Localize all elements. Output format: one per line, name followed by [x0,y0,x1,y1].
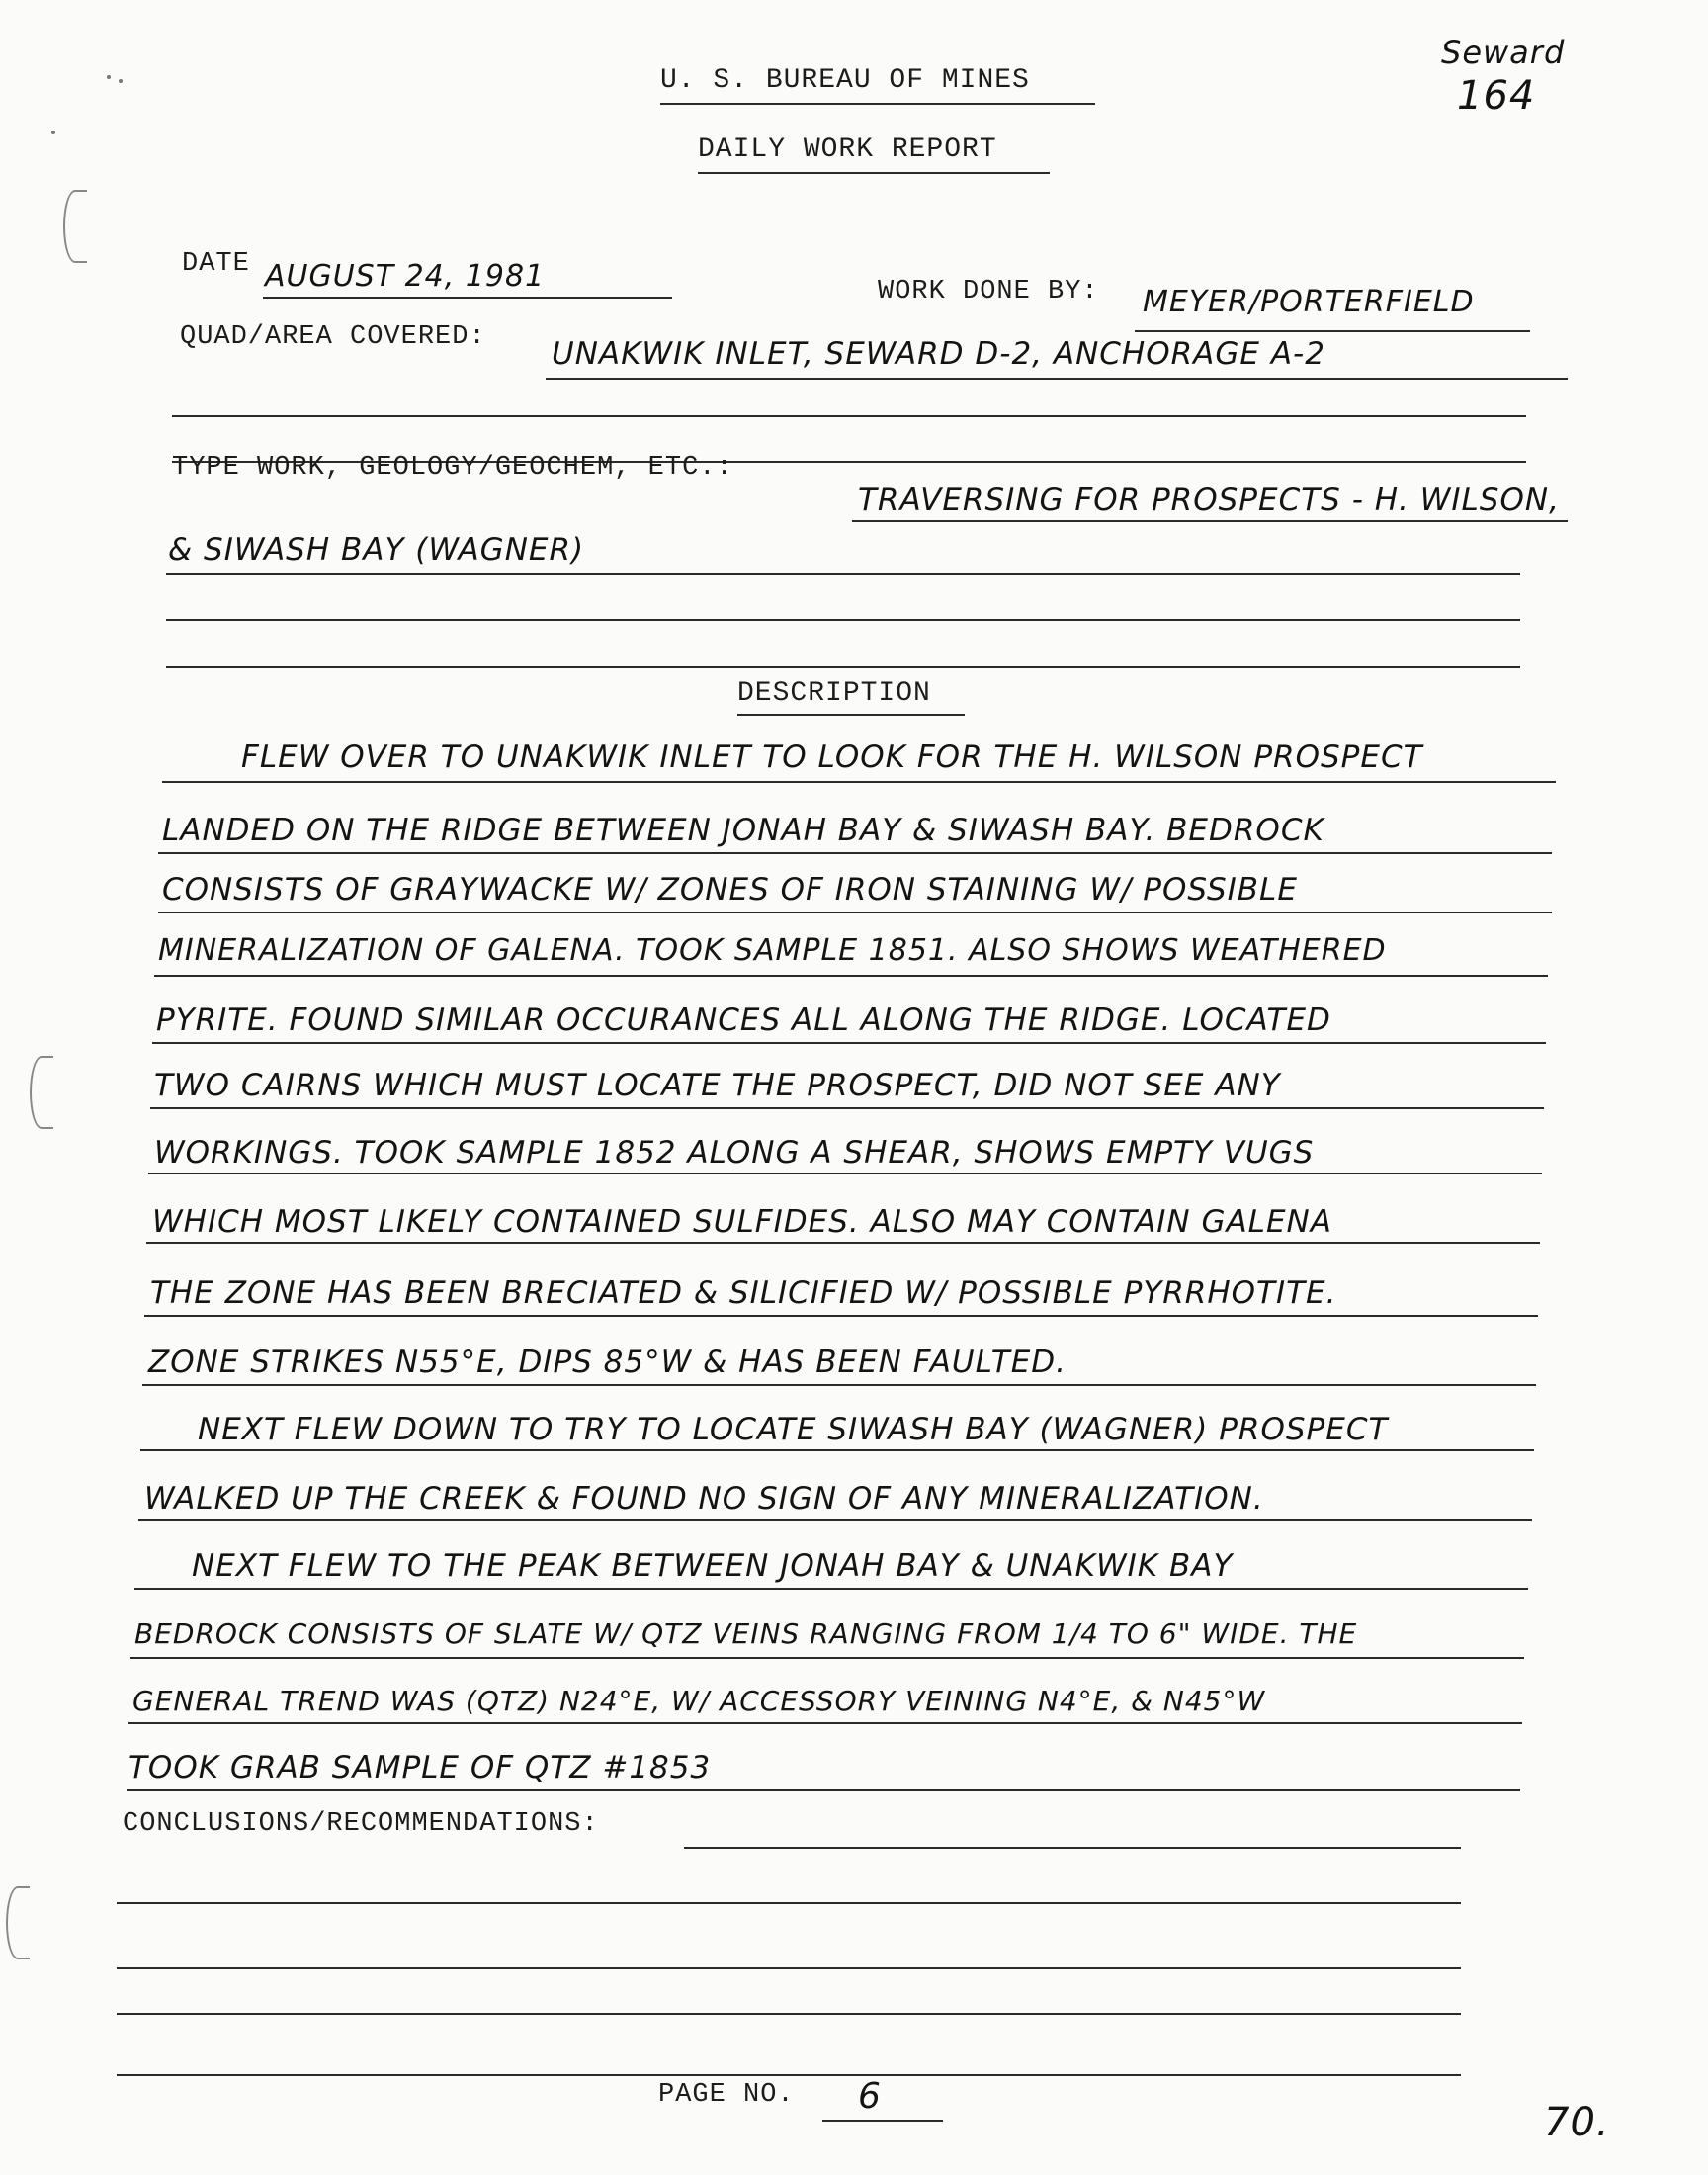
page-number-value: 6 [858,2076,882,2117]
description-rule [128,1722,1522,1724]
description-rule [138,1519,1532,1521]
description-line: WORKINGS. TOOK SAMPLE 1852 ALONG A SHEAR, SHOWS EMPTY VUGS [154,1135,1315,1171]
description-line: FLEW OVER TO UNAKWIK INLET TO LOOK FOR THE H. WILSON PROSPECT [241,740,1423,775]
corner-note-line2: 164 [1457,73,1536,119]
work-done-by-value: MEYER/PORTERFIELD [1143,285,1475,319]
description-rule [154,975,1548,977]
type-work-line1: TRAVERSING FOR PROSPECTS - H. WILSON, [858,482,1560,518]
conclusions-label: CONCLUSIONS/RECOMMENDATIONS: [123,1809,599,1839]
type-work-line-1 [852,520,1568,522]
type-work-line-4 [166,666,1520,668]
work-done-by-label: WORK DONE BY: [878,277,1099,306]
description-heading-underline [737,714,965,716]
description-line: NEXT FLEW DOWN TO TRY TO LOCATE SIWASH BAY (WAGNER) PROSPECT [198,1412,1389,1447]
conclusions-line-3 [117,1967,1461,1969]
margin-speck [107,75,111,79]
description-rule [146,1242,1540,1244]
type-work-line2: & SIWASH BAY (WAGNER) [168,532,585,567]
description-rule [127,1789,1520,1791]
description-rule [150,1107,1544,1109]
description-line: LANDED ON THE RIDGE BETWEEN JONAH BAY & SIWASH BAY. BEDROCK [162,813,1324,848]
description-rule [152,1042,1546,1044]
quad-area-line-1 [546,378,1568,380]
description-line: PYRITE. FOUND SIMILAR OCCURANCES ALL ALONG THE RIDGE. LOCATED [156,1002,1331,1038]
date-value: AUGUST 24, 1981 [265,259,546,294]
description-rule [140,1449,1534,1451]
conclusions-line-4 [117,2013,1461,2015]
description-rule [144,1315,1538,1317]
description-rule [134,1588,1528,1590]
agency-title: U. S. BUREAU OF MINES [660,65,1030,96]
description-heading: DESCRIPTION [737,678,931,709]
description-line: TWO CAIRNS WHICH MUST LOCATE THE PROSPECT, DID NOT SEE ANY [154,1068,1281,1103]
date-label: DATE [182,249,250,279]
description-rule [148,1173,1542,1174]
description-rule [158,852,1552,854]
page-number-label: PAGE NO. [658,2080,795,2110]
description-line: NEXT FLEW TO THE PEAK BETWEEN JONAH BAY & UNAKWIK BAY [192,1548,1234,1584]
page-number-line [822,2120,943,2122]
agency-title-underline [660,103,1095,105]
punch-hole-mark [63,190,87,263]
work-done-by-line [1135,330,1530,332]
margin-speck [51,130,55,134]
description-line: TOOK GRAB SAMPLE OF QTZ #1853 [128,1750,712,1785]
description-line: WALKED UP THE CREEK & FOUND NO SIGN OF ANY MINERALIZATION. [144,1481,1264,1517]
conclusions-line-5 [117,2074,1461,2076]
corner-number: 70. [1544,2100,1610,2145]
quad-area-label: QUAD/AREA COVERED: [180,322,486,352]
description-line: CONSISTS OF GRAYWACKE W/ ZONES OF IRON STAINING W/ POSSIBLE [162,872,1298,908]
quad-area-value: UNAKWIK INLET, SEWARD D-2, ANCHORAGE A-2 [552,336,1325,372]
punch-hole-mark [30,1056,53,1129]
description-rule [130,1657,1524,1659]
description-line: WHICH MOST LIKELY CONTAINED SULFIDES. ALSO MAY CONTAIN GALENA [152,1204,1332,1240]
conclusions-line-2 [117,1902,1461,1904]
conclusions-line-1 [684,1847,1461,1849]
date-line [263,297,672,299]
quad-area-line-2 [172,415,1526,417]
type-work-label: TYPE WORK, GEOLOGY/GEOCHEM, ETC.: [172,453,733,482]
description-rule [158,912,1552,914]
description-line: GENERAL TREND WAS (QTZ) N24°E, W/ ACCESSORY VEINING N4°E, & N45°W [132,1685,1266,1717]
corner-note-line1: Seward [1441,34,1566,71]
description-line: MINERALIZATION OF GALENA. TOOK SAMPLE 1851. ALSO SHOWS WEATHERED [158,933,1387,968]
report-title: DAILY WORK REPORT [698,134,997,165]
description-line: ZONE STRIKES N55°E, DIPS 85°W & HAS BEEN FAULTED. [148,1345,1068,1380]
description-rule [142,1384,1536,1386]
description-line: THE ZONE HAS BEEN BRECIATED & SILICIFIED W/ POSSIBLE PYRRHOTITE. [150,1275,1337,1311]
description-rule [162,781,1556,783]
description-line: BEDROCK CONSISTS OF SLATE W/ QTZ VEINS RANGING FROM 1/4 TO 6" WIDE. THE [134,1617,1358,1650]
type-work-line-2 [166,573,1520,575]
type-work-line-3 [166,619,1520,621]
margin-speck [119,79,123,83]
punch-hole-mark [6,1886,30,1959]
report-title-underline [698,172,1050,174]
